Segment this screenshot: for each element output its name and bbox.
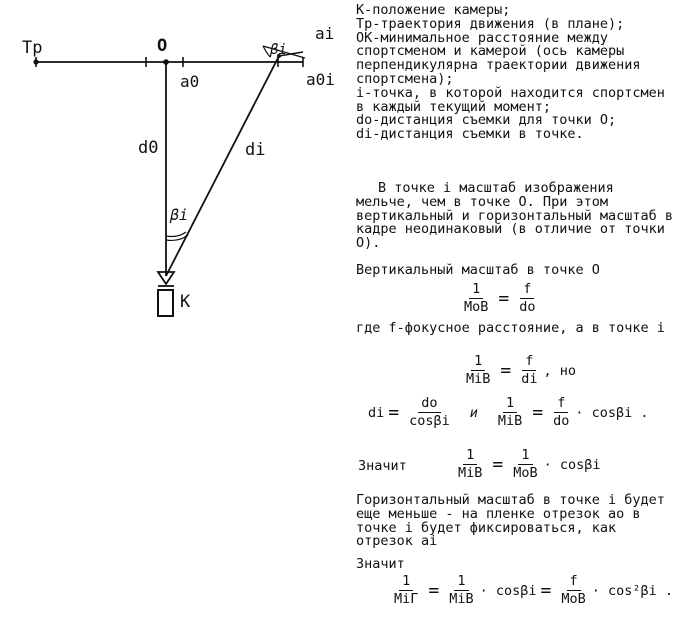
f2-num: 1 — [471, 354, 485, 371]
f3-cos: · cosβi — [575, 404, 633, 421]
f5-den: MiГ — [394, 591, 419, 607]
formula-1: $\frac{1}{\text{MoB}}$ = $\frac{f}{do}$ — [458, 282, 542, 315]
f3-num: do — [418, 396, 440, 413]
f3-num3: f — [554, 396, 568, 413]
znachit-1: Значит — [358, 458, 407, 474]
f3-and: и — [469, 404, 478, 421]
f3-den3: do — [553, 413, 570, 429]
f2-den2: di — [521, 371, 538, 387]
f3-num2: 1 — [503, 396, 517, 413]
horizontal-paragraph: Горизонтальный масштаб в точке i будет еще меньше - на пленке отрезок ао в точке i будет фиксироваться, как отрезок аi — [356, 492, 665, 550]
def-tp: Тр-траектория движения (в плане); — [356, 15, 625, 32]
f2-den: MiB — [466, 371, 491, 387]
where-focal: где f-фокусное расстояние, а в точке i — [356, 320, 665, 336]
label-o: O — [157, 36, 168, 56]
angle-arc-bottom — [166, 232, 186, 237]
geometry-diagram — [0, 0, 350, 330]
vertical-scale-intro: Вертикальный масштаб в точке О — [356, 262, 600, 278]
f5-cos: · cosβi — [479, 582, 537, 599]
label-beta-bottom: βi — [170, 206, 189, 224]
f5-num3: f — [567, 574, 581, 591]
f5-num2: 1 — [454, 574, 468, 591]
f3-di: di — [368, 404, 385, 421]
def-ok: ОК-минимальное расстояние между спортсменом и камерой (ось камеры перпендикулярна траектории движения спортсмена); — [356, 29, 641, 87]
f5-den2: MiB — [449, 591, 474, 607]
label-k: K — [180, 292, 191, 312]
def-i: i-точка, в которой находится спортсмен в каждый текущий момент; — [356, 84, 665, 115]
formula-3: di = $\frac{do}{\cos\beta i}$ и $\frac{1}{\text{MiB}}$ = $\frac{f}{do}$ · cosβi . — [368, 395, 649, 429]
f2-no: , но — [543, 362, 577, 379]
label-beta-top: βi — [270, 42, 287, 58]
f4-den2: MoB — [513, 465, 538, 481]
f1-num: 1 — [469, 282, 483, 299]
label-tp: Тр — [22, 38, 43, 58]
label-ai: ai — [315, 24, 335, 43]
point-tp — [33, 59, 38, 64]
f3-den2: MiB — [497, 413, 523, 429]
point-o — [163, 59, 169, 65]
znachit-2: Значит — [356, 556, 405, 572]
def-di: di-дистанция съемки в точке. — [356, 126, 584, 143]
definitions-block — [356, 4, 678, 142]
f4-num: 1 — [463, 448, 477, 465]
f5-num: 1 — [399, 574, 413, 591]
scale-paragraph: В точке i масштаб изображения мельче, чем в точке О. При этом вертикальный и горизонтальный масштаб в кадре неодинаковый (в отличие от точки О). — [356, 180, 673, 252]
formula-4: $\frac{1}{\text{MiB}}$ = $\frac{1}{\text{MoB}}$ · cosβi — [452, 448, 601, 481]
f2-num2: f — [522, 354, 536, 371]
f3-den: cosβi — [409, 413, 450, 429]
def-do: dо-дистанция съемки для точки О; — [356, 112, 617, 129]
label-d0: d0 — [138, 138, 159, 158]
def-k: К-положение камеры; — [356, 2, 511, 18]
formula-5: $\frac{1}{\text{MiГ}}$ = $\frac{1}{\text{MiB}}$ · cosβi = $\frac{f}{\text{MoB}}$ · cos²βi . — [388, 574, 673, 607]
f1-num2: f — [520, 282, 534, 299]
f4-num2: 1 — [518, 448, 532, 465]
f4-cos: · cosβi — [543, 456, 601, 473]
formula-2: $\frac{1}{\text{MiB}}$ = $\frac{f}{di}$ , но — [460, 354, 576, 387]
f5-den3: MoB — [561, 591, 586, 607]
camera-body-icon — [158, 290, 173, 316]
label-di: di — [245, 140, 266, 160]
label-a0i: a0i — [306, 70, 335, 89]
f4-den: MiB — [458, 465, 483, 481]
label-a0: a0 — [180, 72, 200, 91]
f5-cos2: · cos²βi — [591, 582, 657, 599]
f1-den: MoB — [464, 299, 489, 315]
f1-den2: do — [519, 299, 536, 315]
